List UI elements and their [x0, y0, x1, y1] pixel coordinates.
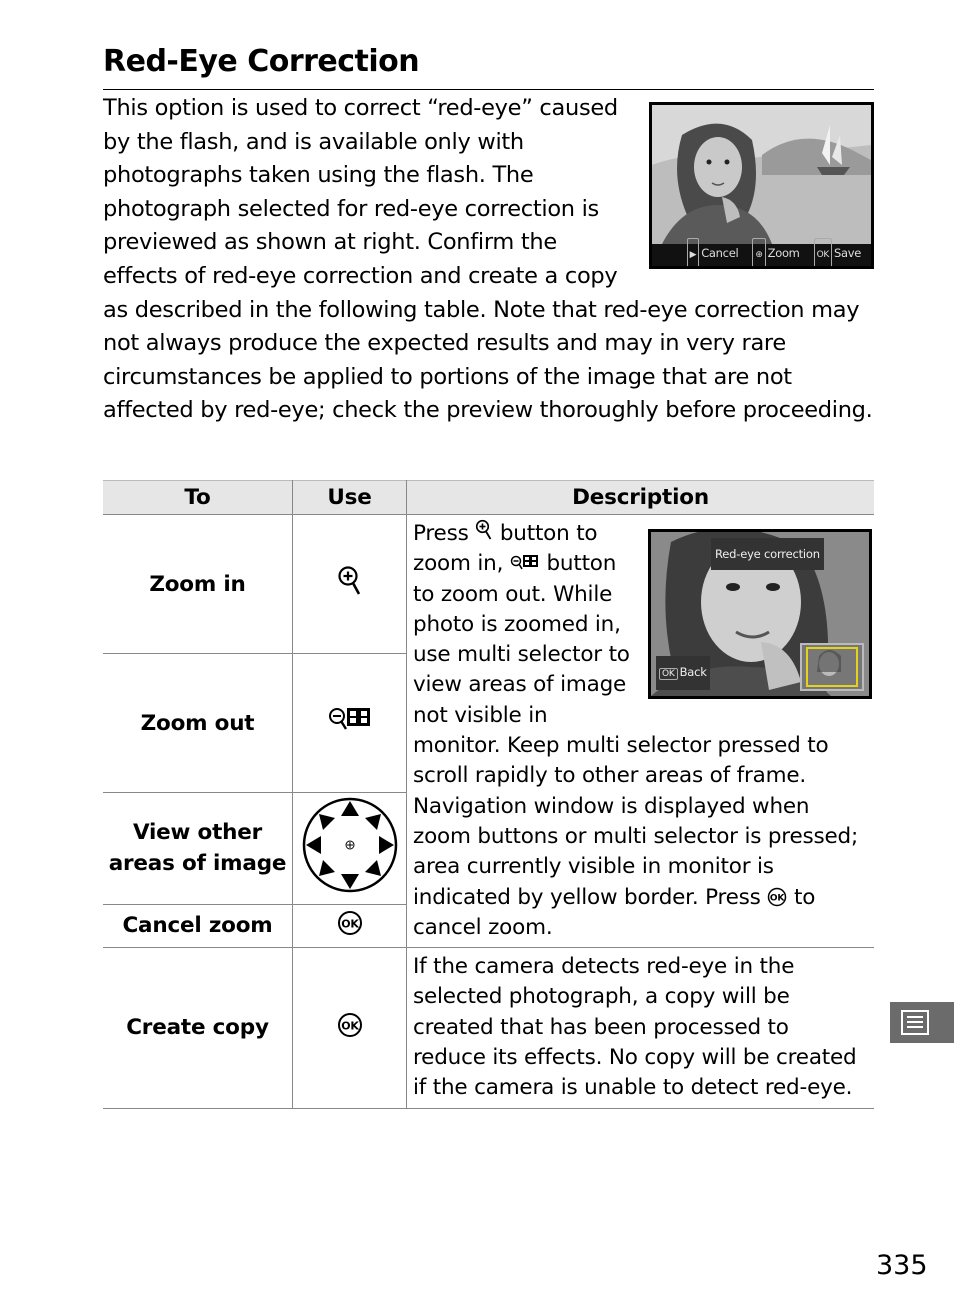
zoomed-screen-image: [648, 529, 872, 699]
back-hint: OK Back: [656, 656, 710, 690]
table-row: [103, 948, 874, 1108]
zoom-hint: ⊕ Zoom: [752, 237, 799, 269]
save-hint: OK Save: [814, 237, 861, 269]
row-to-view-other: View other areas of image: [103, 793, 293, 904]
retouch-menu-tab: [890, 1002, 954, 1043]
svg-text:OK: OK: [340, 1019, 359, 1033]
row-use-zoom-in: [293, 515, 407, 654]
zoom-in-icon: [337, 565, 363, 597]
table-header-row: [103, 481, 874, 515]
header-to: To: [103, 481, 293, 515]
zoom-in-icon: [475, 519, 493, 543]
zoom-out-icon: [327, 705, 373, 735]
row-use-cancel-zoom: [293, 904, 407, 948]
preview-button-bar: [652, 244, 871, 266]
cancel-hint: ▶ Cancel: [687, 237, 739, 269]
table-row: [103, 515, 874, 654]
row-to-zoom-out: Zoom out: [103, 654, 293, 793]
portrait-photo: [652, 105, 871, 244]
page-title: Red-Eye Correction: [103, 44, 420, 79]
multi-selector-icon: [301, 796, 399, 894]
controls-table: [103, 480, 874, 1109]
row-to-zoom-in: Zoom in: [103, 515, 293, 654]
ok-button-icon: [337, 910, 363, 936]
zoom-desc-part1: Press: [413, 521, 476, 546]
header-use: Use: [293, 481, 407, 515]
title-divider: [103, 89, 874, 90]
ok-button-icon: [337, 1012, 363, 1038]
page-number: 335: [876, 1250, 928, 1281]
zoomed-screen-title: Red-eye correction: [711, 538, 824, 570]
svg-text:OK: OK: [770, 893, 785, 904]
zoom-desc-part4: to cancel zoom.: [413, 884, 816, 940]
preview-screen-image: [649, 102, 874, 269]
row-to-cancel-zoom: Cancel zoom: [103, 904, 293, 948]
intro-text: This option is used to correct “red-eye” caused by the flash, and is available only with photographs taken using the flash. The photograph selected for red-eye correction is previewed as shown at right. Confirm the effects of red-eye correction and create a copy as described in the following table. Note that red-eye correction may not always produce the expected results and may in very rare circumstances be applied to portions of the image that are not affected by red-eye; check the preview thoroughly before proceeding.: [103, 95, 873, 424]
intro-paragraph: [103, 92, 877, 428]
zoom-description: [407, 515, 875, 948]
svg-text:OK: OK: [340, 917, 359, 931]
row-use-create-copy: [293, 948, 407, 1108]
zoom-out-icon: [510, 553, 540, 573]
create-copy-description: If the camera detects red-eye in the selected photograph, a copy will be created that has been processed to reduce its effects. No copy will be created if the camera is unable to detect red-eye.: [407, 948, 875, 1108]
retouch-menu-icon: [901, 1010, 929, 1035]
row-to-create-copy: Create copy: [103, 948, 293, 1108]
row-use-zoom-out: [293, 654, 407, 793]
zoom-desc-part2: button to zoom in,: [413, 521, 598, 577]
zoom-desc-part3: button to zoom out. While photo is zoomed in, use multi selector to view areas of image not visible in monitor. Keep multi selector pressed to scroll rapidly to other areas of frame. Navigation window is displayed when zoom buttons or multi selector is pressed; area currently visible in monitor is indicated by yellow border. Press: [413, 551, 859, 910]
ok-button-icon: [767, 887, 787, 907]
row-use-multi-selector: [293, 793, 407, 904]
header-description: Description: [407, 481, 875, 515]
